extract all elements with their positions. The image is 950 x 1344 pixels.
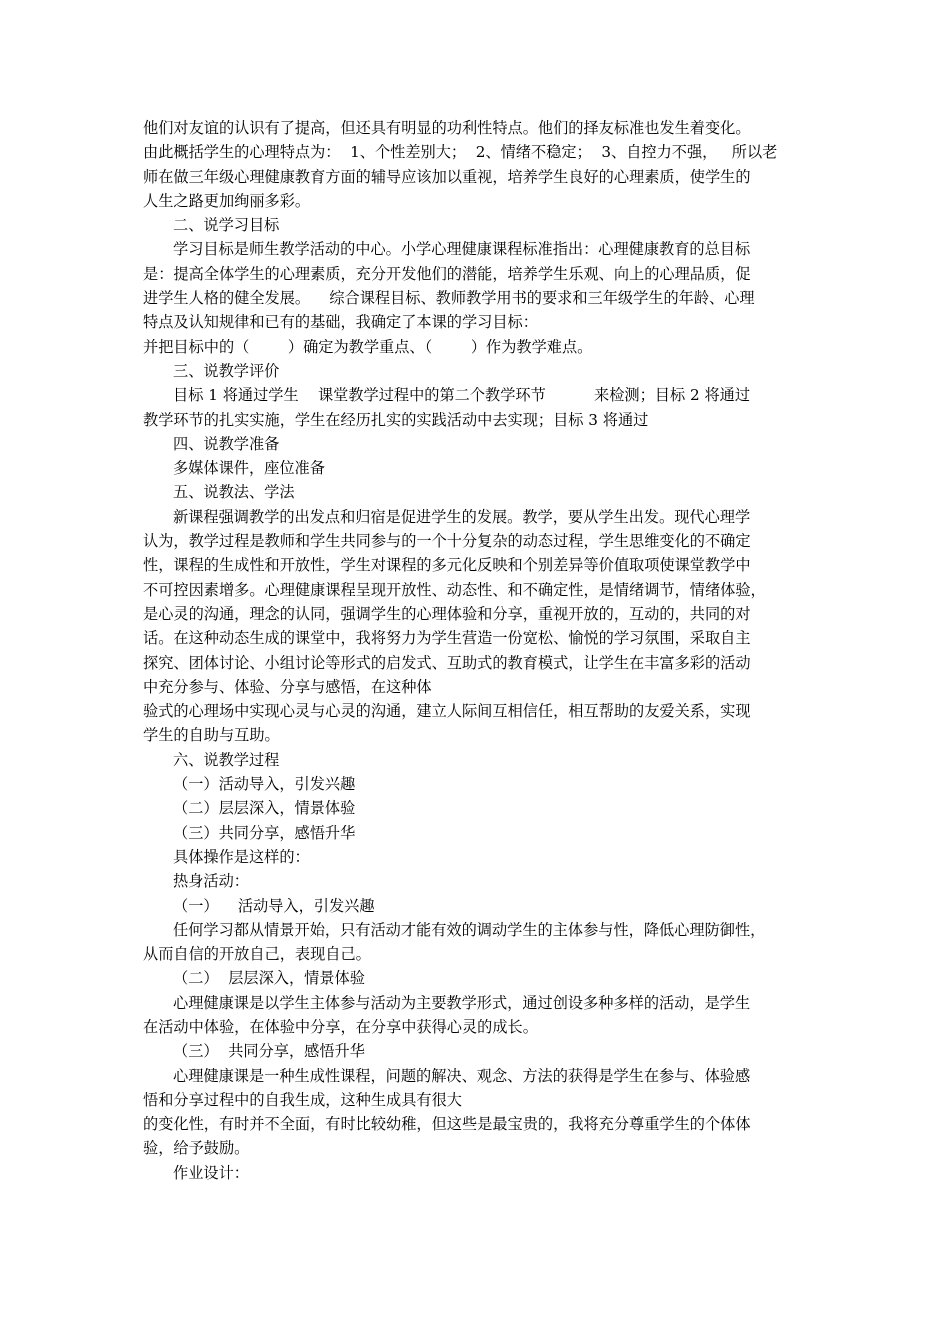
text-line: 验式的心理场中实现心灵与心灵的沟通，建立人际间互相信任，相互帮助的友爱关系，实现 [143, 702, 751, 721]
text-line: 新课程强调教学的出发点和归宿是促进学生的发展。教学，要从学生出发。现代心理学 [173, 507, 751, 526]
text-line: 在活动中体验，在体验中分享，在分享中获得心灵的成长。 [143, 1017, 538, 1036]
text-line: 热身活动： [173, 872, 249, 891]
text-line: 从而自信的开放自己，表现自己。 [143, 945, 371, 964]
text-line: 学习目标是师生教学活动的中心。小学心理健康课程标准指出：心理健康教育的总目标 [173, 240, 751, 259]
text-line: 具体操作是这样的： [173, 847, 310, 866]
text-line: 中充分参与、体验、分享与感悟，在这种体 [143, 677, 432, 696]
text-line: 心理健康课是以学生主体参与活动为主要教学形式，通过创设多种多样的活动，是学生 [173, 993, 751, 1012]
text-line: 并把目标中的（ ）确定为教学重点、（ ）作为教学难点。 [143, 337, 593, 356]
text-line: 的变化性，有时并不全面，有时比较幼稚，但这些是最宝贵的，我将充分尊重学生的个体体 [143, 1115, 751, 1134]
list-item: （二）层层深入，情景体验 [173, 799, 356, 818]
subsection-heading: （二） 层层深入，情景体验 [173, 969, 365, 988]
section-heading: 五、说教法、学法 [173, 483, 295, 502]
section-heading: 三、说教学评价 [173, 361, 280, 380]
text-line: 任何学习都从情景开始，只有活动才能有效的调动学生的主体参与性，降低心理防御性， [173, 920, 766, 939]
text-line: 进学生人格的健全发展。 综合课程目标、教师教学用书的要求和三年级学生的年龄、心理 [143, 289, 755, 308]
text-line: 人生之路更加绚丽多彩。 [143, 191, 311, 210]
document-page [143, 116, 813, 1185]
text-line: 他们对友谊的认识有了提高，但还具有明显的功利性特点。他们的择友标准也发生着变化。 [143, 119, 751, 137]
text-line: 验，给予鼓励。 [143, 1139, 250, 1158]
section-heading: 六、说教学过程 [173, 750, 280, 769]
text-line: 学生的自助与互助。 [143, 726, 280, 745]
text-line: 目标 1 将通过学生 课堂教学过程中的第二个教学环节 来检测；目标 2 将通过 [173, 386, 751, 405]
text-line: 探究、团体讨论、小组讨论等形式的启发式、互助式的教育模式，让学生在丰富多彩的活动 [143, 653, 751, 672]
section-heading: 二、说学习目标 [173, 216, 280, 235]
text-line: 性，课程的生成性和开放性，学生对课程的多元化反映和个别差异等价值取项使课堂教学中 [143, 556, 751, 575]
text-line: 多媒体课件，座位准备 [173, 459, 325, 478]
text-line: 特点及认知规律和已有的基础，我确定了本课的学习目标： [143, 313, 538, 332]
text-line: 师在做三年级心理健康教育方面的辅导应该加以重视，培养学生良好的心理素质，使学生的 [143, 167, 751, 186]
text-line: 认为，教学过程是教师和学生共同参与的一个十分复杂的动态过程，学生思维变化的不确定 [143, 532, 751, 551]
text-line: 教学环节的扎实实施，学生在经历扎实的实践活动中去实现；目标 3 将通过 [143, 410, 649, 429]
text-line: 是：提高全体学生的心理素质，充分开发他们的潜能，培养学生乐观、向上的心理品质，促 [143, 264, 751, 283]
list-item: （一）活动导入，引发兴趣 [173, 775, 356, 794]
subsection-heading: （一） 活动导入，引发兴趣 [173, 896, 375, 915]
text-line: 心理健康课是一种生成性课程，问题的解决、观念、方法的获得是学生在参与、体验感 [173, 1066, 751, 1085]
text-line: 是心灵的沟通，理念的认同，强调学生的心理体验和分享，重视开放的，互动的，共同的对 [143, 604, 751, 623]
section-heading: 四、说教学准备 [173, 434, 280, 453]
text-line: 悟和分享过程中的自我生成，这种生成具有很大 [143, 1090, 462, 1109]
text-line: 不可控因素增多。心理健康课程呈现开放性、动态性、和不确定性，是情绪调节，情绪体验， [143, 580, 766, 599]
text-line: 话。在这种动态生成的课堂中，我将努力为学生营造一份宽松、愉悦的学习氛围，采取自主 [143, 629, 751, 648]
list-item: （三）共同分享，感悟升华 [173, 823, 356, 842]
section-heading: 作业设计： [173, 1163, 249, 1182]
text-line: 由此概括学生的心理特点为： 1、个性差别大； 2、情绪不稳定； 3、自控力不强， 所以老 [143, 143, 778, 162]
subsection-heading: （三） 共同分享，感悟升华 [173, 1042, 365, 1061]
